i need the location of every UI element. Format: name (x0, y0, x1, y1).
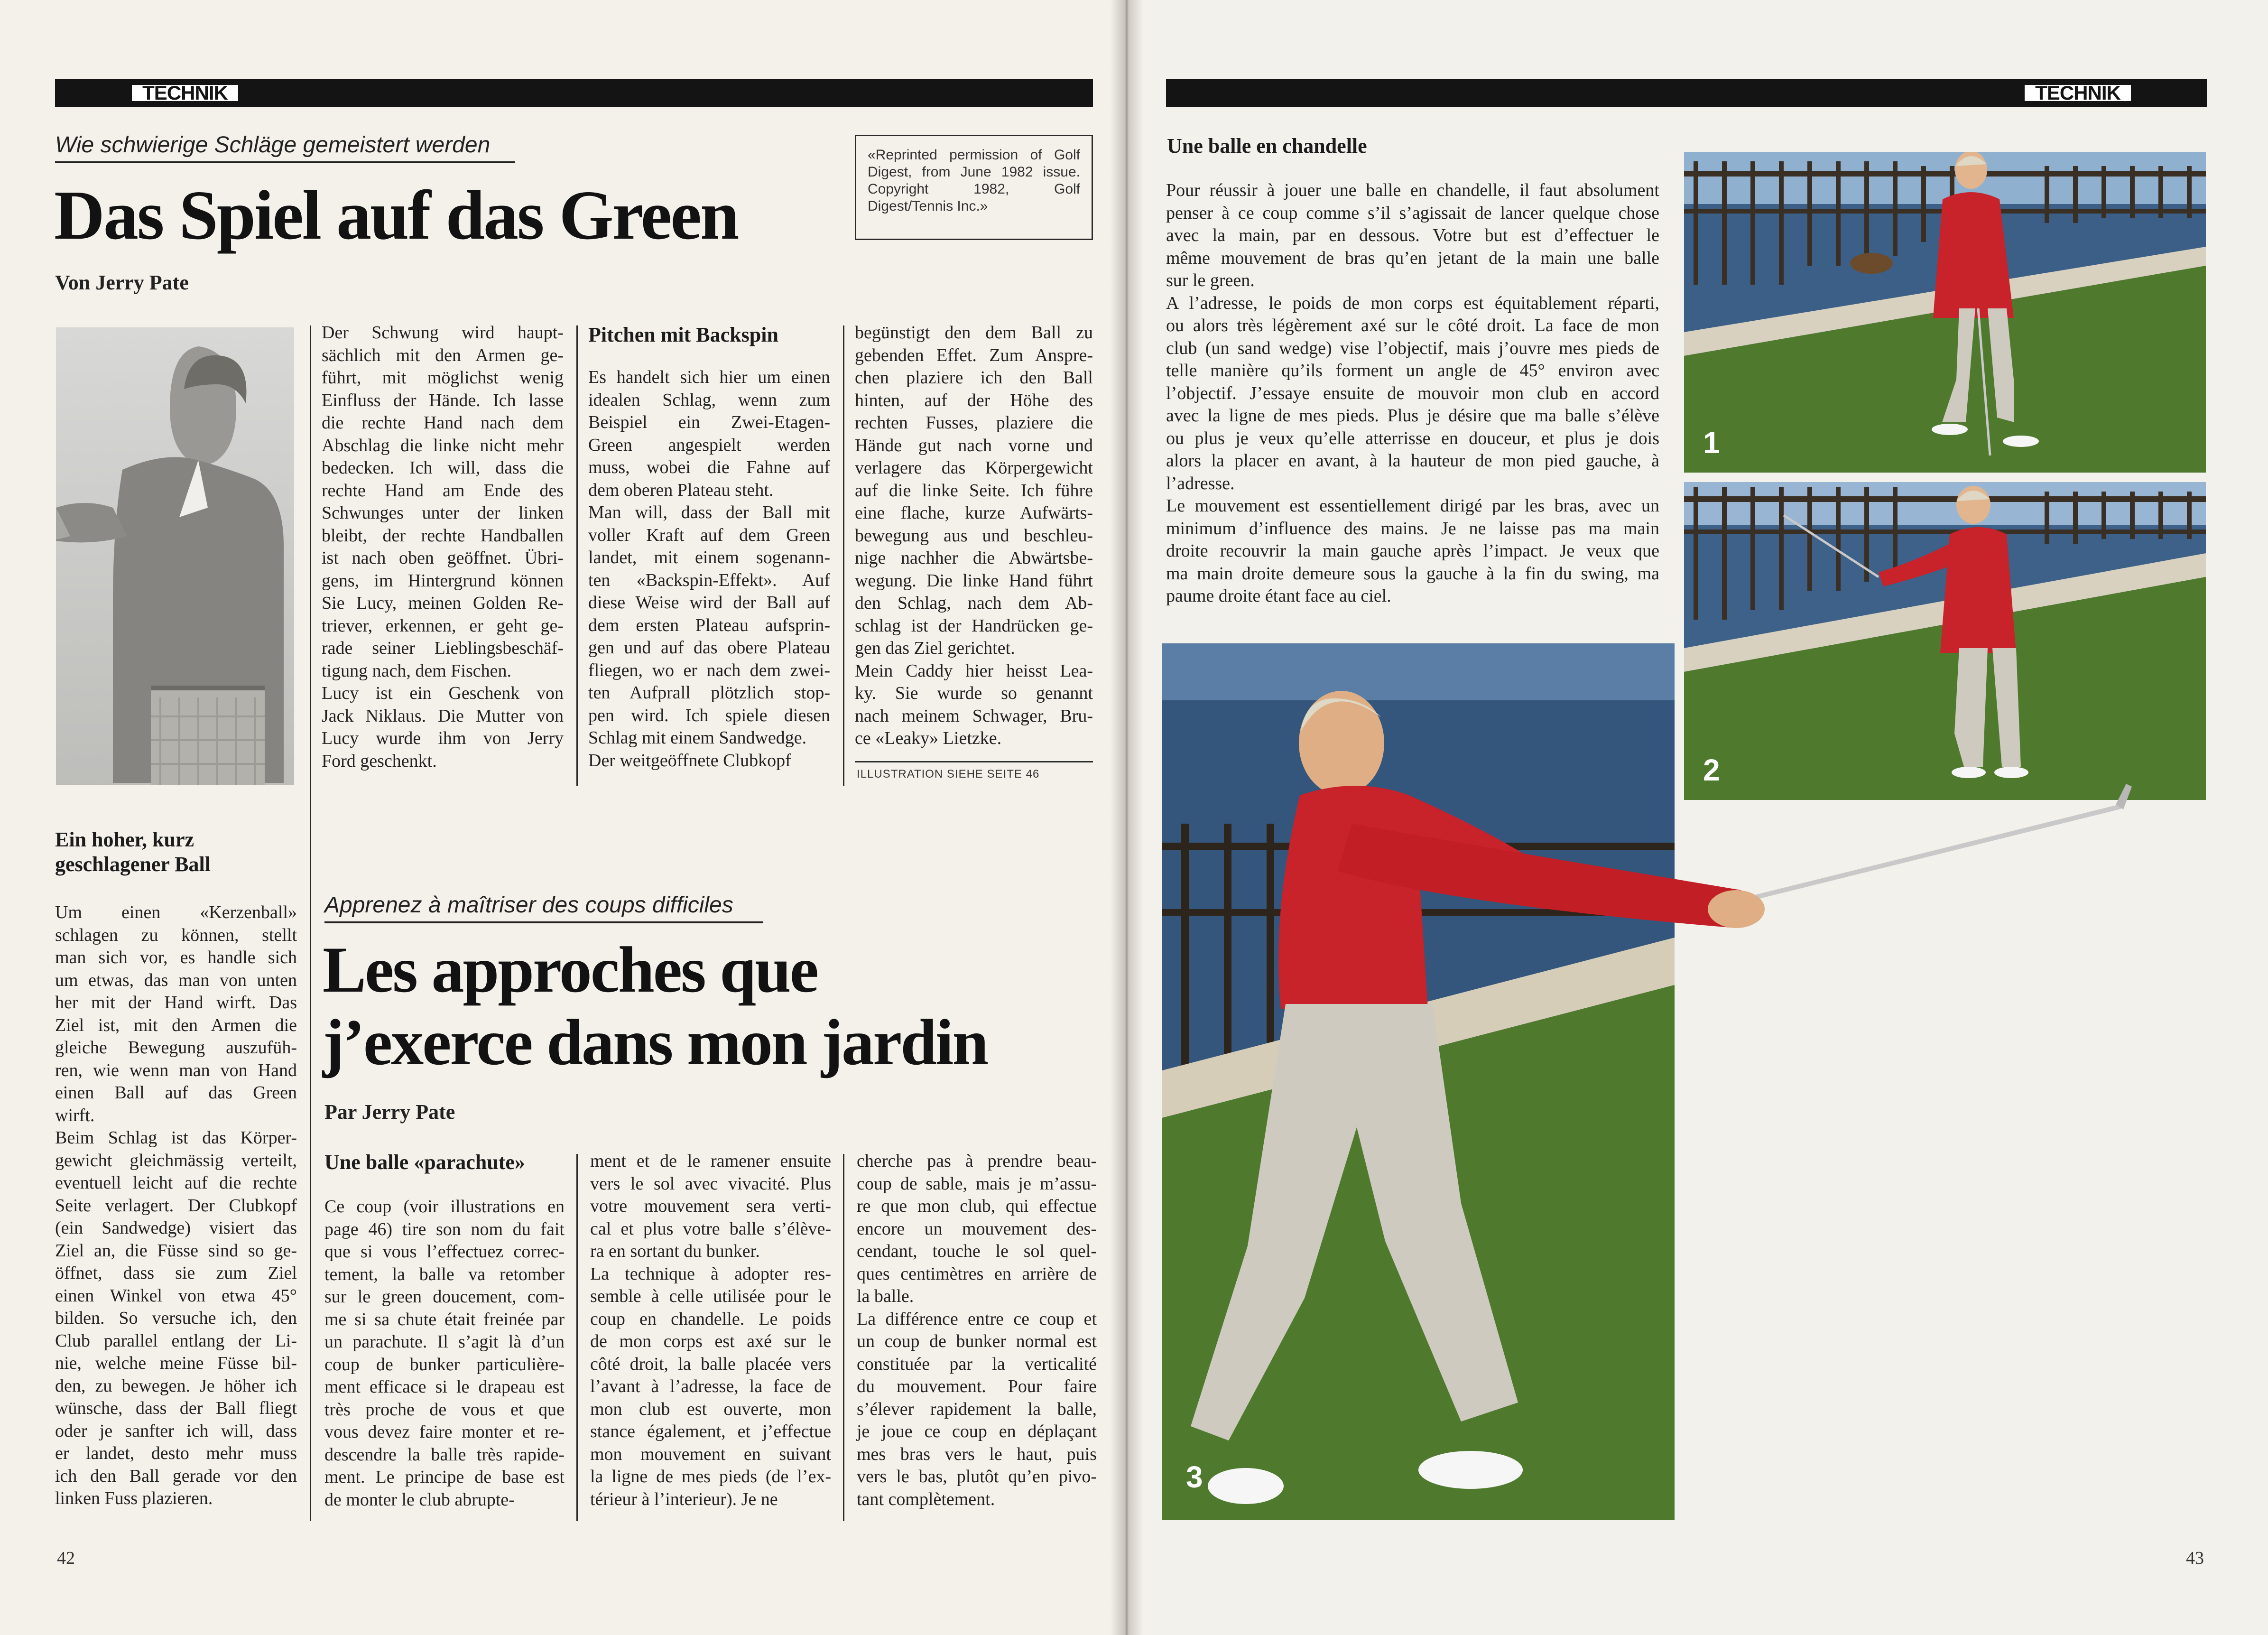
text-line: avec la main, par en dessous. Votre but est d’effectuer le (1166, 225, 1659, 245)
text-line: nach meinem Schwager, Bru- (855, 706, 1093, 726)
text-line: Ford geschenkt. (322, 751, 437, 771)
section-tag-right: TECHNIK (2023, 83, 2133, 103)
text-line: diese Weise wird der Ball auf (588, 593, 830, 613)
de-headline: Das Spiel auf das Green (54, 177, 738, 254)
text-line: mes bras vers le haut, puis (857, 1444, 1097, 1464)
text-line: tigung nach, dem Fischen. (322, 660, 511, 681)
text-line: du mouvement. Pour faire (857, 1376, 1097, 1396)
text-line: triever, erkennen, er geht ge- (322, 615, 564, 636)
text-line: begünstigt den dem Ball zu (855, 323, 1093, 343)
de-column-4-text (855, 322, 1093, 750)
text-line: tement, la balle va retomber (324, 1264, 565, 1284)
text-line: wegung. Die linke Hand führt (855, 570, 1093, 591)
text-line: Schwunges unter der linken (322, 503, 564, 523)
portrait-photo (56, 327, 294, 785)
text-line: ment et de le ramener ensuite (590, 1151, 831, 1171)
column-rule-3 (843, 325, 844, 786)
text-line: re que mon club, qui effectue (857, 1196, 1097, 1216)
text-line: her mit der Hand wirft. Das (55, 993, 297, 1013)
fr-column-1-text (324, 1196, 565, 1511)
text-line: Es handelt sich hier um einen (588, 367, 830, 387)
fr-byline: Par Jerry Pate (324, 1100, 455, 1124)
text-line: paume droite étant face au ciel. (1166, 586, 1391, 606)
text-line: nige nachher die Abwärtsbe- (855, 548, 1093, 568)
text-line: ten Aufprall plötzlich stop- (588, 683, 830, 703)
text-line: eine flache, kurze Aufwärts- (855, 503, 1093, 523)
text-line: côté droit, la balle placée vers (590, 1354, 831, 1374)
text-line: térieur à l’interieur). Je ne (590, 1489, 778, 1509)
text-line: coup en chandelle. Le poids (590, 1309, 831, 1329)
text-line: cherche pas à prendre beau- (857, 1151, 1097, 1171)
text-line: de mon corps est axé sur le (590, 1331, 831, 1351)
text-line: die rechte Hand nach dem (322, 413, 564, 433)
de-byline: Von Jerry Pate (55, 271, 189, 294)
text-line: même mouvement de bras qu’en jetant de la main une balle (1166, 248, 1659, 268)
text-line: encore un mouvement des- (857, 1218, 1097, 1239)
fr-column-3-text (857, 1150, 1097, 1511)
text-line: voller Kraft auf dem Green (588, 525, 830, 545)
photo-2-number: 2 (1703, 753, 1720, 787)
text-line: ma main droite demeure sous la gauche à la fin du swing, ma (1166, 563, 1659, 584)
text-line: Lucy ist ein Geschenk von (322, 683, 564, 703)
text-line: öffnet, dass sie zum Ziel (55, 1263, 297, 1283)
text-line: descendre la balle très rapide- (324, 1444, 565, 1465)
text-line: einen Winkel von etwa 45° (55, 1285, 297, 1306)
text-line: cal et plus votre balle s’élève- (590, 1218, 831, 1239)
text-line: Abschlag die linke nicht mehr (322, 435, 564, 455)
text-line: ist nach oben geöffnet. Übri- (322, 548, 564, 568)
text-line: cendant, touche le sol quel- (857, 1241, 1097, 1261)
chandelle-subhead: Une balle en chandelle (1167, 134, 1367, 158)
text-line: un parachute. Il s’agit là d’un (324, 1332, 565, 1352)
text-line: rechte Hand am Ende des (322, 480, 564, 501)
text-line: auf die linke Seite. Ich führe (855, 480, 1093, 501)
text-line: gebenden Effet. Zum Anspre- (855, 345, 1093, 365)
text-line: la ligne de mes pieds (de l’ex- (590, 1467, 831, 1486)
text-line: dem oberen Plateau steht. (588, 480, 774, 500)
text-line: sur le green doucement, com- (324, 1287, 565, 1307)
text-line: gleiche Bewegung auszufüh- (55, 1038, 297, 1058)
fr-column-2 (590, 1150, 831, 1511)
de-column-1-text (55, 901, 297, 1510)
text-line: Ce coup (voir illustrations en (324, 1197, 565, 1217)
de-subhead-kerzenball: Ein hoher, kurz geschlagener Ball (55, 828, 211, 876)
illustration-rule (855, 761, 1093, 762)
text-line: de monter le club abrupte- (324, 1489, 515, 1510)
text-line: linken Fuss plazieren. (55, 1488, 213, 1508)
text-line: Der weitgeöffnete Clubkopf (588, 750, 791, 771)
text-line: l’objectif. J’essaye ensuite de mouvoir mon club en accord (1166, 383, 1659, 403)
fr-kicker-underline (324, 921, 763, 923)
de-column-1 (55, 901, 297, 1510)
text-line: landet, mit einem sogenann- (588, 548, 830, 567)
text-line: rade seiner Lieblingsbeschäf- (322, 638, 564, 658)
text-line: (ein Sandwedge) visiert das (55, 1218, 297, 1238)
fr-headline-line-1: Les approches que (323, 933, 817, 1006)
de-subhead-pitchen: Pitchen mit Backspin (588, 323, 778, 346)
text-line: ment efficace si le drapeau est (324, 1377, 565, 1397)
text-line: bilden. So versuche ich, den (55, 1308, 297, 1328)
text-line: chen plaziere ich den Ball (855, 368, 1093, 388)
text-line: Lucy wurde ihm von Jerry (322, 728, 564, 748)
text-line: l’adresse. (1166, 473, 1235, 493)
de-column-3-text (588, 366, 830, 772)
text-line: Club parallel entlang der Li- (55, 1330, 297, 1351)
page-spine (1110, 0, 1143, 1635)
fr-subhead-parachute: Une balle «parachute» (324, 1151, 525, 1174)
page-number-left: 42 (57, 1548, 75, 1568)
text-line: s’élever rapidement la balle, (857, 1399, 1097, 1419)
text-line: vers le sol avec vivacité. Plus (590, 1173, 831, 1194)
chandelle-text-lines (1166, 179, 1659, 608)
text-line: ren, wie wenn man von Hand (55, 1060, 297, 1080)
text-line: constituée par la verticalité (857, 1354, 1097, 1374)
text-line: gens, im Hintergrund können (322, 570, 564, 591)
text-line: gen und auf das obere Plateau (588, 638, 830, 658)
text-line: ou alors très légèrement axé sur le côté droit. La face de mon (1166, 316, 1659, 335)
text-line: Beim Schlag ist das Körper- (55, 1128, 297, 1148)
text-line: ky. Sie wurde so genannt (855, 683, 1093, 703)
text-line: ten «Backspin-Effekt». Auf (588, 570, 830, 590)
text-line: wünsche, dass der Ball fliegt (55, 1398, 297, 1418)
text-line: Der Schwung wird haupt- (322, 323, 564, 343)
column-rule-4 (576, 1154, 578, 1521)
text-line: um etwas, das man von unten (55, 970, 297, 990)
text-line: Man will, dass der Ball mit (588, 502, 830, 522)
text-line: einen Ball auf das Green (55, 1083, 297, 1103)
text-line: mon mouvement en suivant (590, 1444, 831, 1464)
text-line: bewegung aus und beschleu- (855, 525, 1093, 546)
text-line: verlagere das Körpergewicht (855, 458, 1093, 478)
text-line: page 46) tire son nom du fait (324, 1219, 565, 1239)
fr-column-1 (324, 1196, 565, 1511)
de-kicker: Wie schwierige Schläge gemeistert werden (55, 132, 491, 158)
text-line: bedecken. Ich will, dass die (322, 458, 564, 478)
text-line: ment. Le principe de base est (324, 1467, 565, 1487)
text-line: gewicht gleichmässig verteilt, (55, 1150, 297, 1171)
de-column-4 (855, 322, 1093, 750)
text-line: ich den Ball gerade vor den (55, 1466, 297, 1486)
photo-1-address (1684, 152, 2206, 473)
text-line: mon club est ouverte, mon (590, 1399, 831, 1419)
golfer-figure-3 (1162, 643, 2225, 1520)
text-line: telle manière qu’ils forment un angle de 45° environ avec (1166, 361, 1659, 381)
text-line: avec la ligne de mes pieds. Plus je désire que ma balle s’élève (1166, 406, 1659, 426)
text-line: ra en sortant du bunker. (590, 1241, 760, 1261)
text-line: pen wird. Ich spiele diesen (588, 705, 830, 725)
text-line: Um einen «Kerzenball» (55, 902, 297, 922)
text-line: oder je sanfter ich will, dass (55, 1421, 297, 1441)
text-line: Sie Lucy, meinen Golden Re- (322, 593, 564, 613)
text-line: man sich vor, es handle sich (55, 948, 297, 967)
text-line: votre mouvement sera verti- (590, 1196, 831, 1216)
text-line: den, zu bewegen. Je höher ich (55, 1375, 297, 1396)
text-line: bleibt, der rechte Handballen (322, 525, 564, 546)
text-line: Schlag mit einem Sandwedge. (588, 728, 807, 748)
photo-1-number: 1 (1703, 426, 1720, 460)
text-line: sächlich mit den Armen ge- (322, 345, 564, 365)
text-line: coup de sable, mais je m’assu- (857, 1173, 1097, 1194)
column-rule-5 (843, 1154, 844, 1521)
text-line: semble à celle utilisée pour le (590, 1286, 831, 1306)
text-line: nie, welche meine Füsse bil- (55, 1353, 297, 1373)
fr-kicker: Apprenez à maîtriser des coups difficiles (324, 892, 733, 918)
text-line: Mein Caddy hier heisst Lea- (855, 660, 1093, 681)
text-line: un coup de bunker normal est (857, 1331, 1097, 1351)
text-line: hinten, auf der Höhe des (855, 390, 1093, 410)
text-line: dem ersten Plateau aufsprin- (588, 615, 830, 635)
text-line: er landet, desto mehr muss (55, 1443, 297, 1463)
de-kicker-underline (55, 161, 515, 163)
text-line: wirft. (55, 1105, 95, 1125)
text-line: Beispiel ein Zwei-Etagen- (588, 412, 830, 432)
column-rule-1 (310, 325, 311, 1521)
text-line: me si sa chute était freinée par (324, 1309, 565, 1329)
fr-headline-line-2: j’exerce dans mon jardin (323, 1006, 988, 1078)
photo-3-number: 3 (1186, 1460, 1203, 1494)
text-line: fliegen, wo er nach dem zwei- (588, 660, 830, 680)
text-line: Green angespielt werden (588, 435, 830, 455)
de-column-3 (588, 366, 830, 772)
text-line: vous devez faire monter et re- (324, 1422, 565, 1442)
text-line: minimum d’influence des mains. Je ne laisse pas ma main (1166, 518, 1659, 539)
text-line: je joue ce coup en déplaçant (857, 1421, 1097, 1441)
text-line: très proche de vous et que (324, 1399, 565, 1420)
text-line: alors la placer en avant, à la hauteur de mon pied gauche, à (1166, 451, 1659, 471)
text-line: Ziel ist, mit den Armen die (55, 1015, 297, 1035)
text-line: que si vous l’effectuez correc- (324, 1242, 565, 1262)
text-line: Ziel an, die Füsse sind so ge- (55, 1240, 297, 1261)
text-line: Hände gut nach vorne und (855, 435, 1093, 455)
text-line: La technique à adopter res- (590, 1263, 831, 1284)
text-line: tant complètement. (857, 1489, 995, 1509)
text-line: sur le green. (1166, 270, 1255, 290)
de-column-2 (322, 322, 564, 772)
text-line: l’avant à l’adresse, la face de (590, 1376, 831, 1396)
chandelle-text (1166, 179, 1659, 608)
text-line: club (un sand wedge) vise l’objectif, mais j’ouvre mes pieds de (1166, 338, 1659, 358)
text-line: schlag ist der Handrücken ge- (855, 615, 1093, 636)
text-line: La différence entre ce coup et (857, 1309, 1097, 1329)
fr-column-3 (857, 1150, 1097, 1511)
illustration-note: ILLUSTRATION SIEHE SEITE 46 (857, 768, 1040, 780)
column-rule-2 (576, 325, 578, 786)
text-line: muss, wobei die Fahne auf (588, 457, 830, 477)
text-line: stance également, et j’effectue (590, 1421, 831, 1441)
text-line: gen das Ziel gerichtet. (855, 638, 1015, 658)
text-line: idealen Schlag, wenn zum (588, 390, 830, 410)
page-number-right: 43 (2186, 1548, 2204, 1568)
fr-column-2-text (590, 1150, 831, 1511)
text-line: ce «Leaky» Lietzke. (855, 728, 1002, 748)
text-line: vers le bas, plutôt qu’en pivo- (857, 1467, 1097, 1486)
text-line: den Schlag, nach dem Ab- (855, 593, 1093, 613)
text-line: schlagen zu können, stellt (55, 925, 297, 945)
text-line: Seite verlagert. Der Clubkopf (55, 1195, 297, 1216)
text-line: la balle. (857, 1286, 914, 1306)
text-line: droite recouvrir la main gauche après l’impact. Je veux que (1166, 541, 1659, 561)
reprint-note: «Reprinted permission of Golf Digest, from June 1982 issue. Copyright 1982, Golf Digest/Tennis Inc.» (855, 135, 1093, 240)
text-line: penser à ce coup comme s’il s’agissait de lancer quelque chose (1166, 203, 1659, 223)
text-line: ou plus je veux qu’elle atterrisse en douceur, et plus je dois (1166, 428, 1659, 448)
text-line: ques centimètres en arrière de (857, 1263, 1097, 1284)
text-line: eventuell leicht auf die rechte (55, 1173, 297, 1193)
text-line: führt, mit möglichst wenig (322, 368, 564, 388)
section-tag-left: TECHNIK (130, 83, 240, 103)
text-line: coup de bunker particulière- (324, 1354, 565, 1375)
text-line: rechten Fusses, plaziere die (855, 413, 1093, 433)
text-line: Le mouvement est essentiellement dirigé par les bras, avec un (1166, 496, 1659, 516)
de-column-2-text (322, 322, 564, 772)
text-line: A l’adresse, le poids de mon corps est équitablement réparti, (1166, 293, 1659, 313)
text-line: Pour réussir à jouer une balle en chandelle, il faut absolument (1166, 180, 1659, 200)
text-line: Einfluss der Hände. Ich lasse (322, 390, 564, 410)
text-line: Jack Niklaus. Die Mutter von (322, 706, 564, 726)
